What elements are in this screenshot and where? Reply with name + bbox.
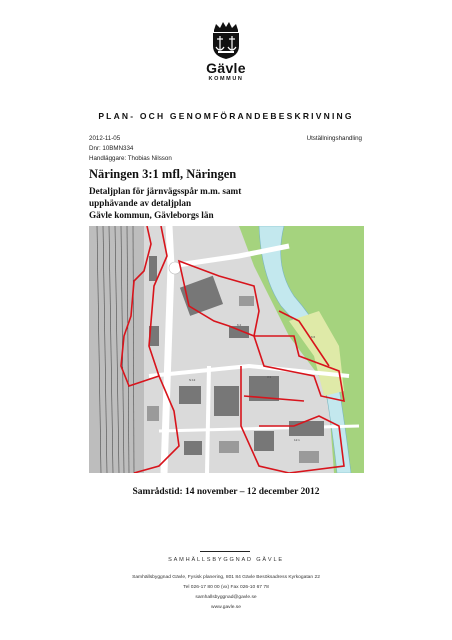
consultation-period: Samrådstid: 14 november – 12 december 2012 (132, 487, 320, 497)
brand-logo (196, 61, 256, 83)
svg-text:6:6: 6:6 (311, 335, 316, 339)
subtitle-line-3: Gävle kommun, Gävleborgs län (89, 210, 214, 220)
document-type-heading: PLAN- OCH GENOMFÖRANDEBESKRIVNING (98, 111, 354, 121)
svg-text:3:1: 3:1 (267, 375, 272, 379)
document-handlaggare: Handläggare: Thobias Nilsson (89, 155, 172, 162)
svg-text:6:4: 6:4 (237, 323, 242, 327)
brand-name: Gävle (206, 60, 246, 76)
subtitle-line-2: upphävande av detaljplan (89, 198, 192, 208)
document-dnr: Dnr: 10BMN334 (89, 145, 134, 152)
subtitle-line-1: Detaljplan för järnvägsspår m.m. samt (89, 186, 242, 196)
document-status: Utställningshandling (306, 135, 362, 142)
footer-divider (200, 551, 250, 552)
footer-department: SAMHÄLLSBYGGNAD GÄVLE (168, 557, 284, 563)
gavle-coat-of-arms-icon (204, 22, 248, 60)
page-title: Näringen 3:1 mfl, Näringen (89, 167, 237, 181)
plan-area-map (89, 226, 364, 473)
footer-phone: Tel 026-17 80 00 (vx) Fax 026-10 67 78 (183, 585, 269, 590)
document-date: 2012-11-05 (89, 135, 121, 142)
svg-text:N:13: N:13 (189, 378, 196, 382)
railway-yard (89, 226, 144, 473)
svg-text:12:1: 12:1 (294, 438, 300, 442)
footer-address: Samhällsbyggnad Gävle, Fysisk planering, 801 84 Gävle Besöksadress Kyrkogatan 22 (132, 575, 320, 580)
footer-website[interactable]: www.gavle.se (211, 605, 241, 610)
brand-subtitle: KOMMUN (208, 76, 244, 82)
footer-email[interactable]: samhallsbyggnad@gavle.se (195, 595, 257, 600)
